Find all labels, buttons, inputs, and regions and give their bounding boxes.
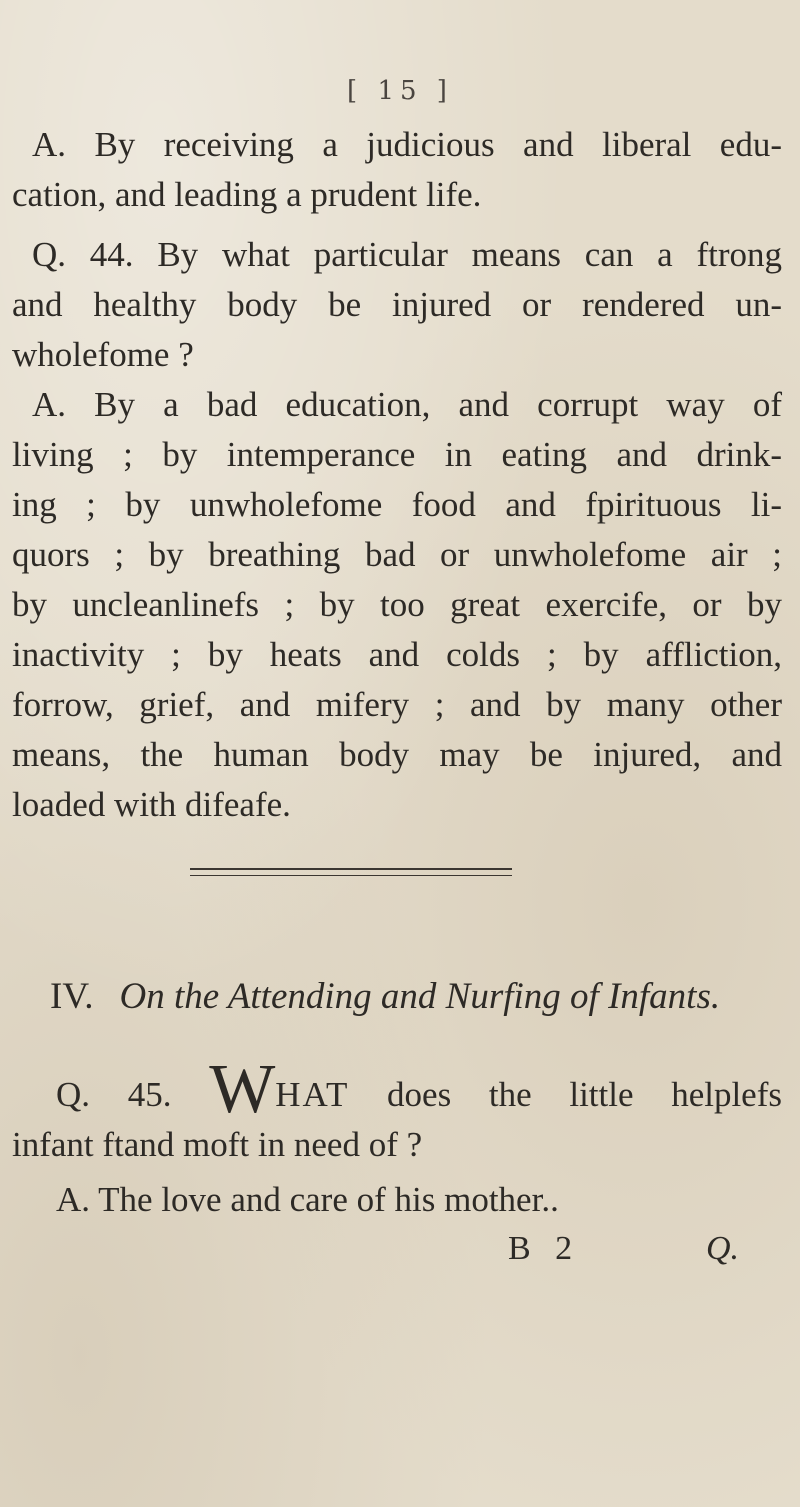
answer-45 xyxy=(0,1175,800,1225)
text-line: infant ftand moft in need of ? xyxy=(12,1125,423,1164)
text-line: A. By receiving a judicious and liberal edu- xyxy=(32,125,782,164)
text-line xyxy=(12,1051,782,1128)
small-caps-word: HAT xyxy=(275,1075,350,1114)
text-line: ing ; by unwholefome food and fpirituous li- xyxy=(12,485,782,524)
section-title: On the Attending and Nurfing of Infants. xyxy=(119,976,721,1017)
text-line: living ; by intemperance in eating and drink- xyxy=(12,435,782,474)
text-line: loaded with difeafe. xyxy=(12,785,291,824)
question-45 xyxy=(0,1051,800,1170)
text-line: Q. 44. By what particular means can a ftrong xyxy=(32,235,782,274)
question-rest: does the little helplefs xyxy=(349,1075,782,1114)
catchword: Q. xyxy=(706,1230,740,1267)
answer-43 xyxy=(0,120,800,220)
text-line: inactivity ; by heats and colds ; by affliction, xyxy=(12,635,782,674)
text-line: forrow, grief, and mifery ; and by many other xyxy=(12,685,782,724)
page-number: [ 15 ] xyxy=(347,76,453,106)
text-line: by uncleanlinefs ; by too great exercife, or by xyxy=(12,585,782,624)
text-line: wholefome ? xyxy=(12,335,194,374)
text-line: means, the human body may be injured, and xyxy=(12,735,782,774)
drop-cap: W xyxy=(209,1051,276,1128)
question-label: Q. 45. xyxy=(56,1075,172,1114)
text-line: A. The love and care of his mother.. xyxy=(56,1180,559,1219)
question-44 xyxy=(0,230,800,380)
answer-44 xyxy=(0,380,800,830)
text-line: cation, and leading a prudent life. xyxy=(12,175,482,214)
section-divider xyxy=(190,868,512,876)
text-line: A. By a bad education, and corrupt way of xyxy=(32,385,782,424)
section-number: IV. xyxy=(50,976,94,1017)
text-line: and healthy body be injured or rendered un- xyxy=(12,285,782,324)
section-heading xyxy=(50,975,750,1018)
signature-mark: B 2 xyxy=(508,1230,581,1267)
text-line: quors ; by breathing bad or unwholefome air ; xyxy=(12,535,782,574)
